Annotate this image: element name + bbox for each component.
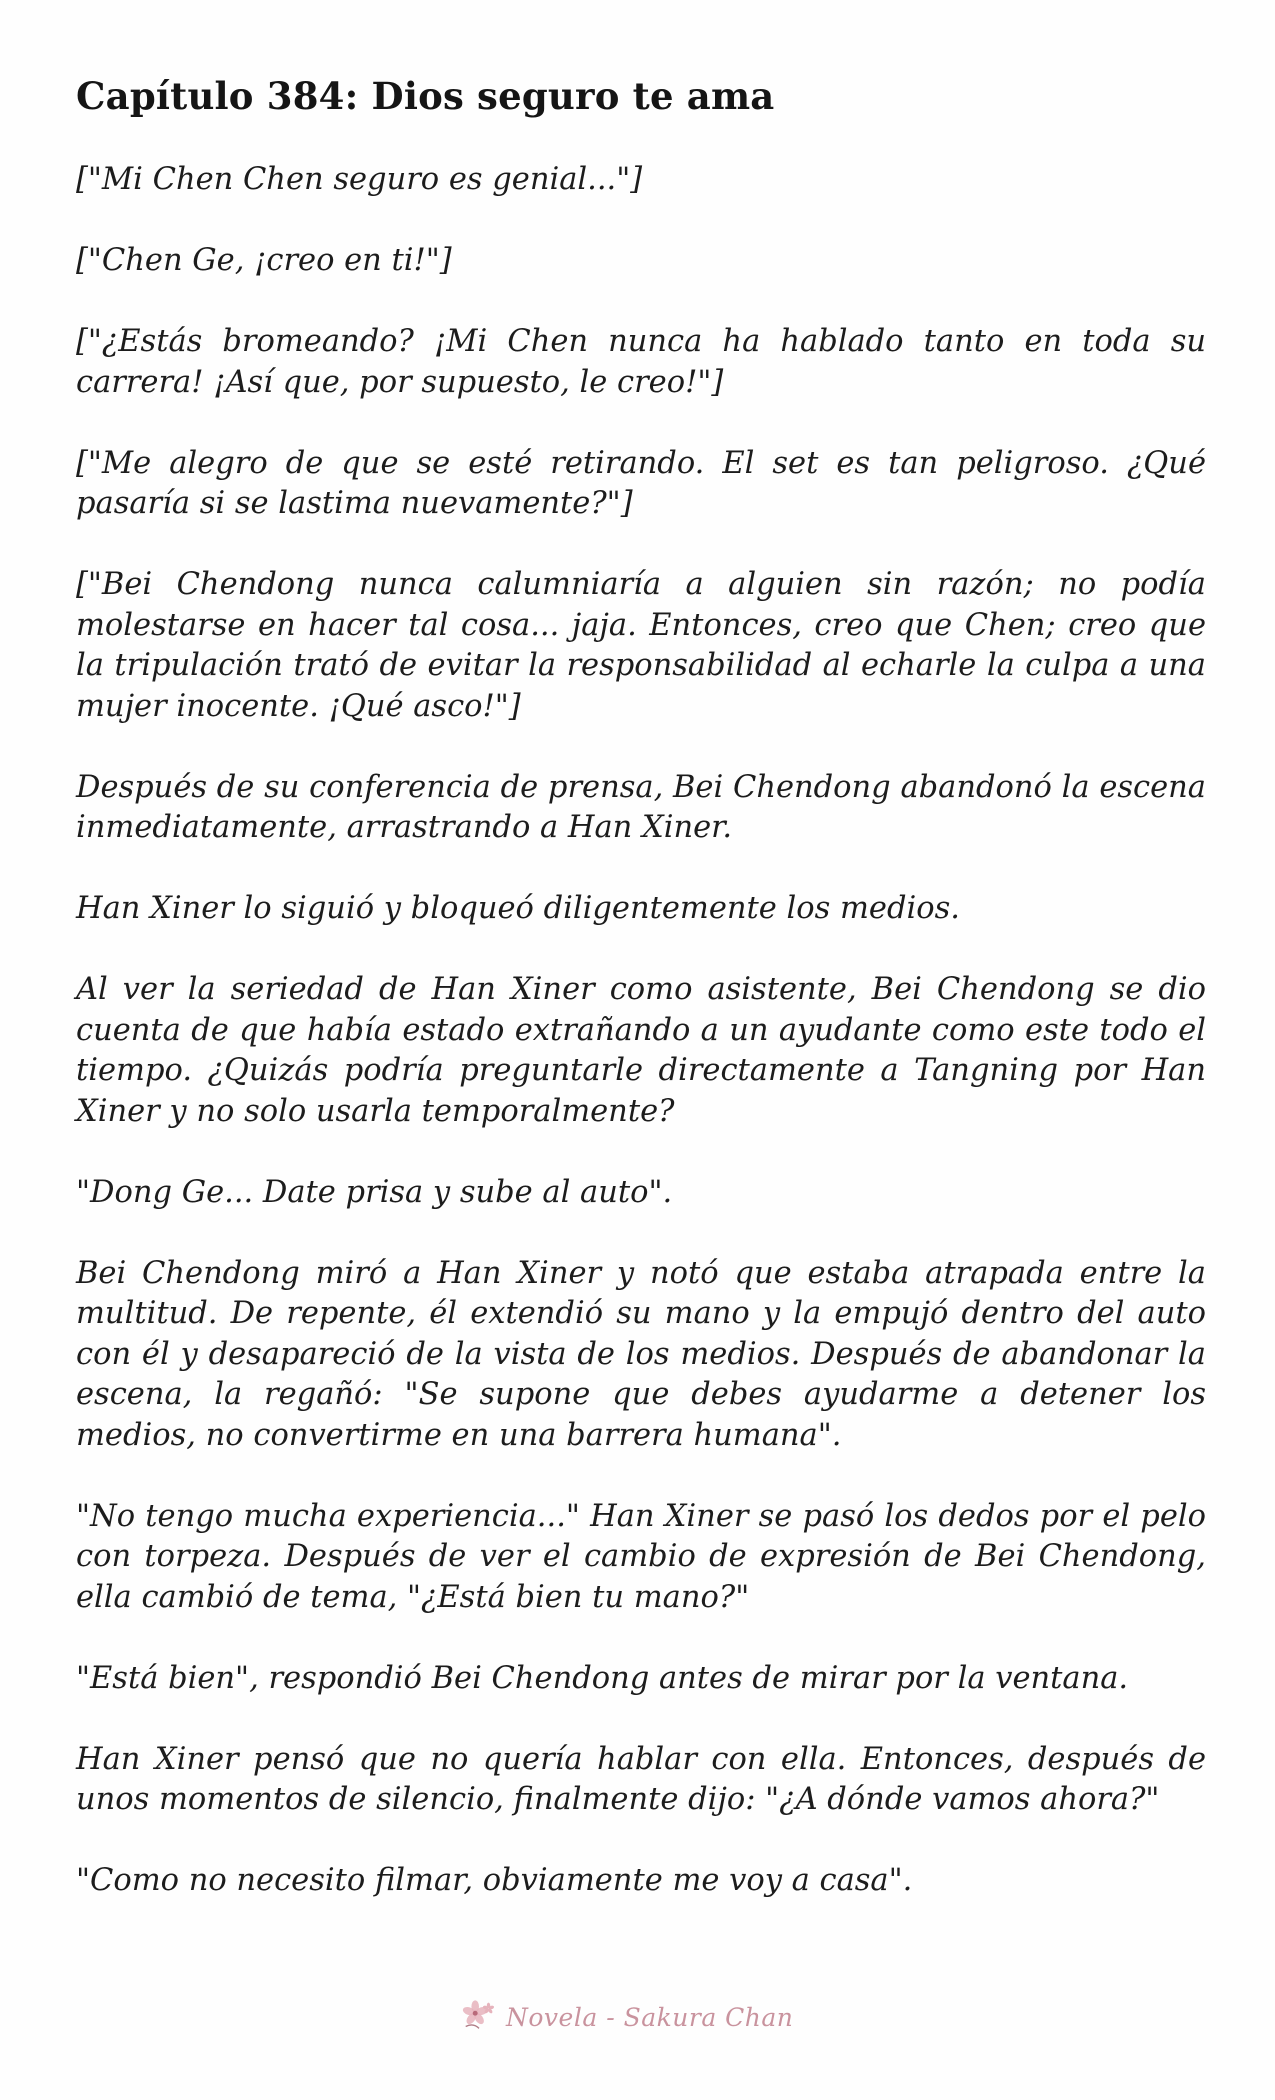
paragraph: "Dong Ge... Date prisa y sube al auto".: [76, 1174, 673, 1210]
sakura-flower-icon: [460, 1998, 498, 2036]
paragraph: "No tengo mucha experiencia..." Han Xiner se pasó los dedos por el pelo con torpeza. Después de ver el cambio de expresión de Bei Chendong, ella cambió de tema, "¿Está bien tu mano?": [76, 1498, 1206, 1615]
watermark: [460, 1995, 793, 2039]
paragraph: ["Mi Chen Chen seguro es genial..."]: [76, 162, 643, 197]
paragraph: ["¿Estás bromeando? ¡Mi Chen nunca ha hablado tanto en toda su carrera! ¡Así que, por supuesto, le creo!"]: [76, 324, 1206, 400]
paragraph: ["Bei Chendong nunca calumniaría a alguien sin razón; no podía molestarse en hacer tal cosa... jaja. Entonces, creo que Chen; creo que la tripulación trató de evitar la responsabilidad al echarle la culpa a una mujer inocente. ¡Qué asco!"]: [76, 567, 1206, 724]
paragraph: Al ver la seriedad de Han Xiner como asistente, Bei Chendong se dio cuenta de que había estado extrañando a un ayudante como este todo el tiempo. ¿Quizás podría preguntarle directamente a Tangning por Han Xiner y no solo usarla temporalmente?: [76, 972, 1206, 1129]
paragraph: "Como no necesito filmar, obviamente me voy a casa".: [76, 1863, 913, 1898]
paragraph: Han Xiner lo siguió y bloqueó diligentemente los medios.: [76, 891, 960, 926]
paragraph: Después de su conferencia de prensa, Bei Chendong abandonó la escena inmediatamente, arrastrando a Han Xiner.: [76, 769, 1206, 845]
paragraph: ["Me alegro de que se esté retirando. El set es tan peligroso. ¿Qué pasaría si se lastima nuevamente?"]: [76, 445, 1206, 521]
paragraph: Han Xiner pensó que no quería hablar con ella. Entonces, después de unos momentos de silencio, finalmente dijo: "¿A dónde vamos ahora?": [76, 1741, 1206, 1817]
paragraph: ["Chen Ge, ¡creo en ti!"]: [76, 243, 452, 278]
paragraph: Bei Chendong miró a Han Xiner y notó que estaba atrapada entre la multitud. De repente, él extendió su mano y la empujó dentro del auto con él y desapareció de la vista de los medios. Después de abandonar la escena, la regañó: "Se supone que debes ayudarme a detener los medios, no convertirme en una barrera humana".: [76, 1255, 1206, 1453]
watermark-text: Novela - Sakura Chan: [506, 2002, 794, 2032]
chapter-body: [76, 160, 1206, 1942]
chapter-title: Capítulo 384: Dios seguro te ama: [76, 74, 775, 118]
paragraph: "Está bien", respondió Bei Chendong antes de mirar por la ventana.: [76, 1660, 1129, 1696]
